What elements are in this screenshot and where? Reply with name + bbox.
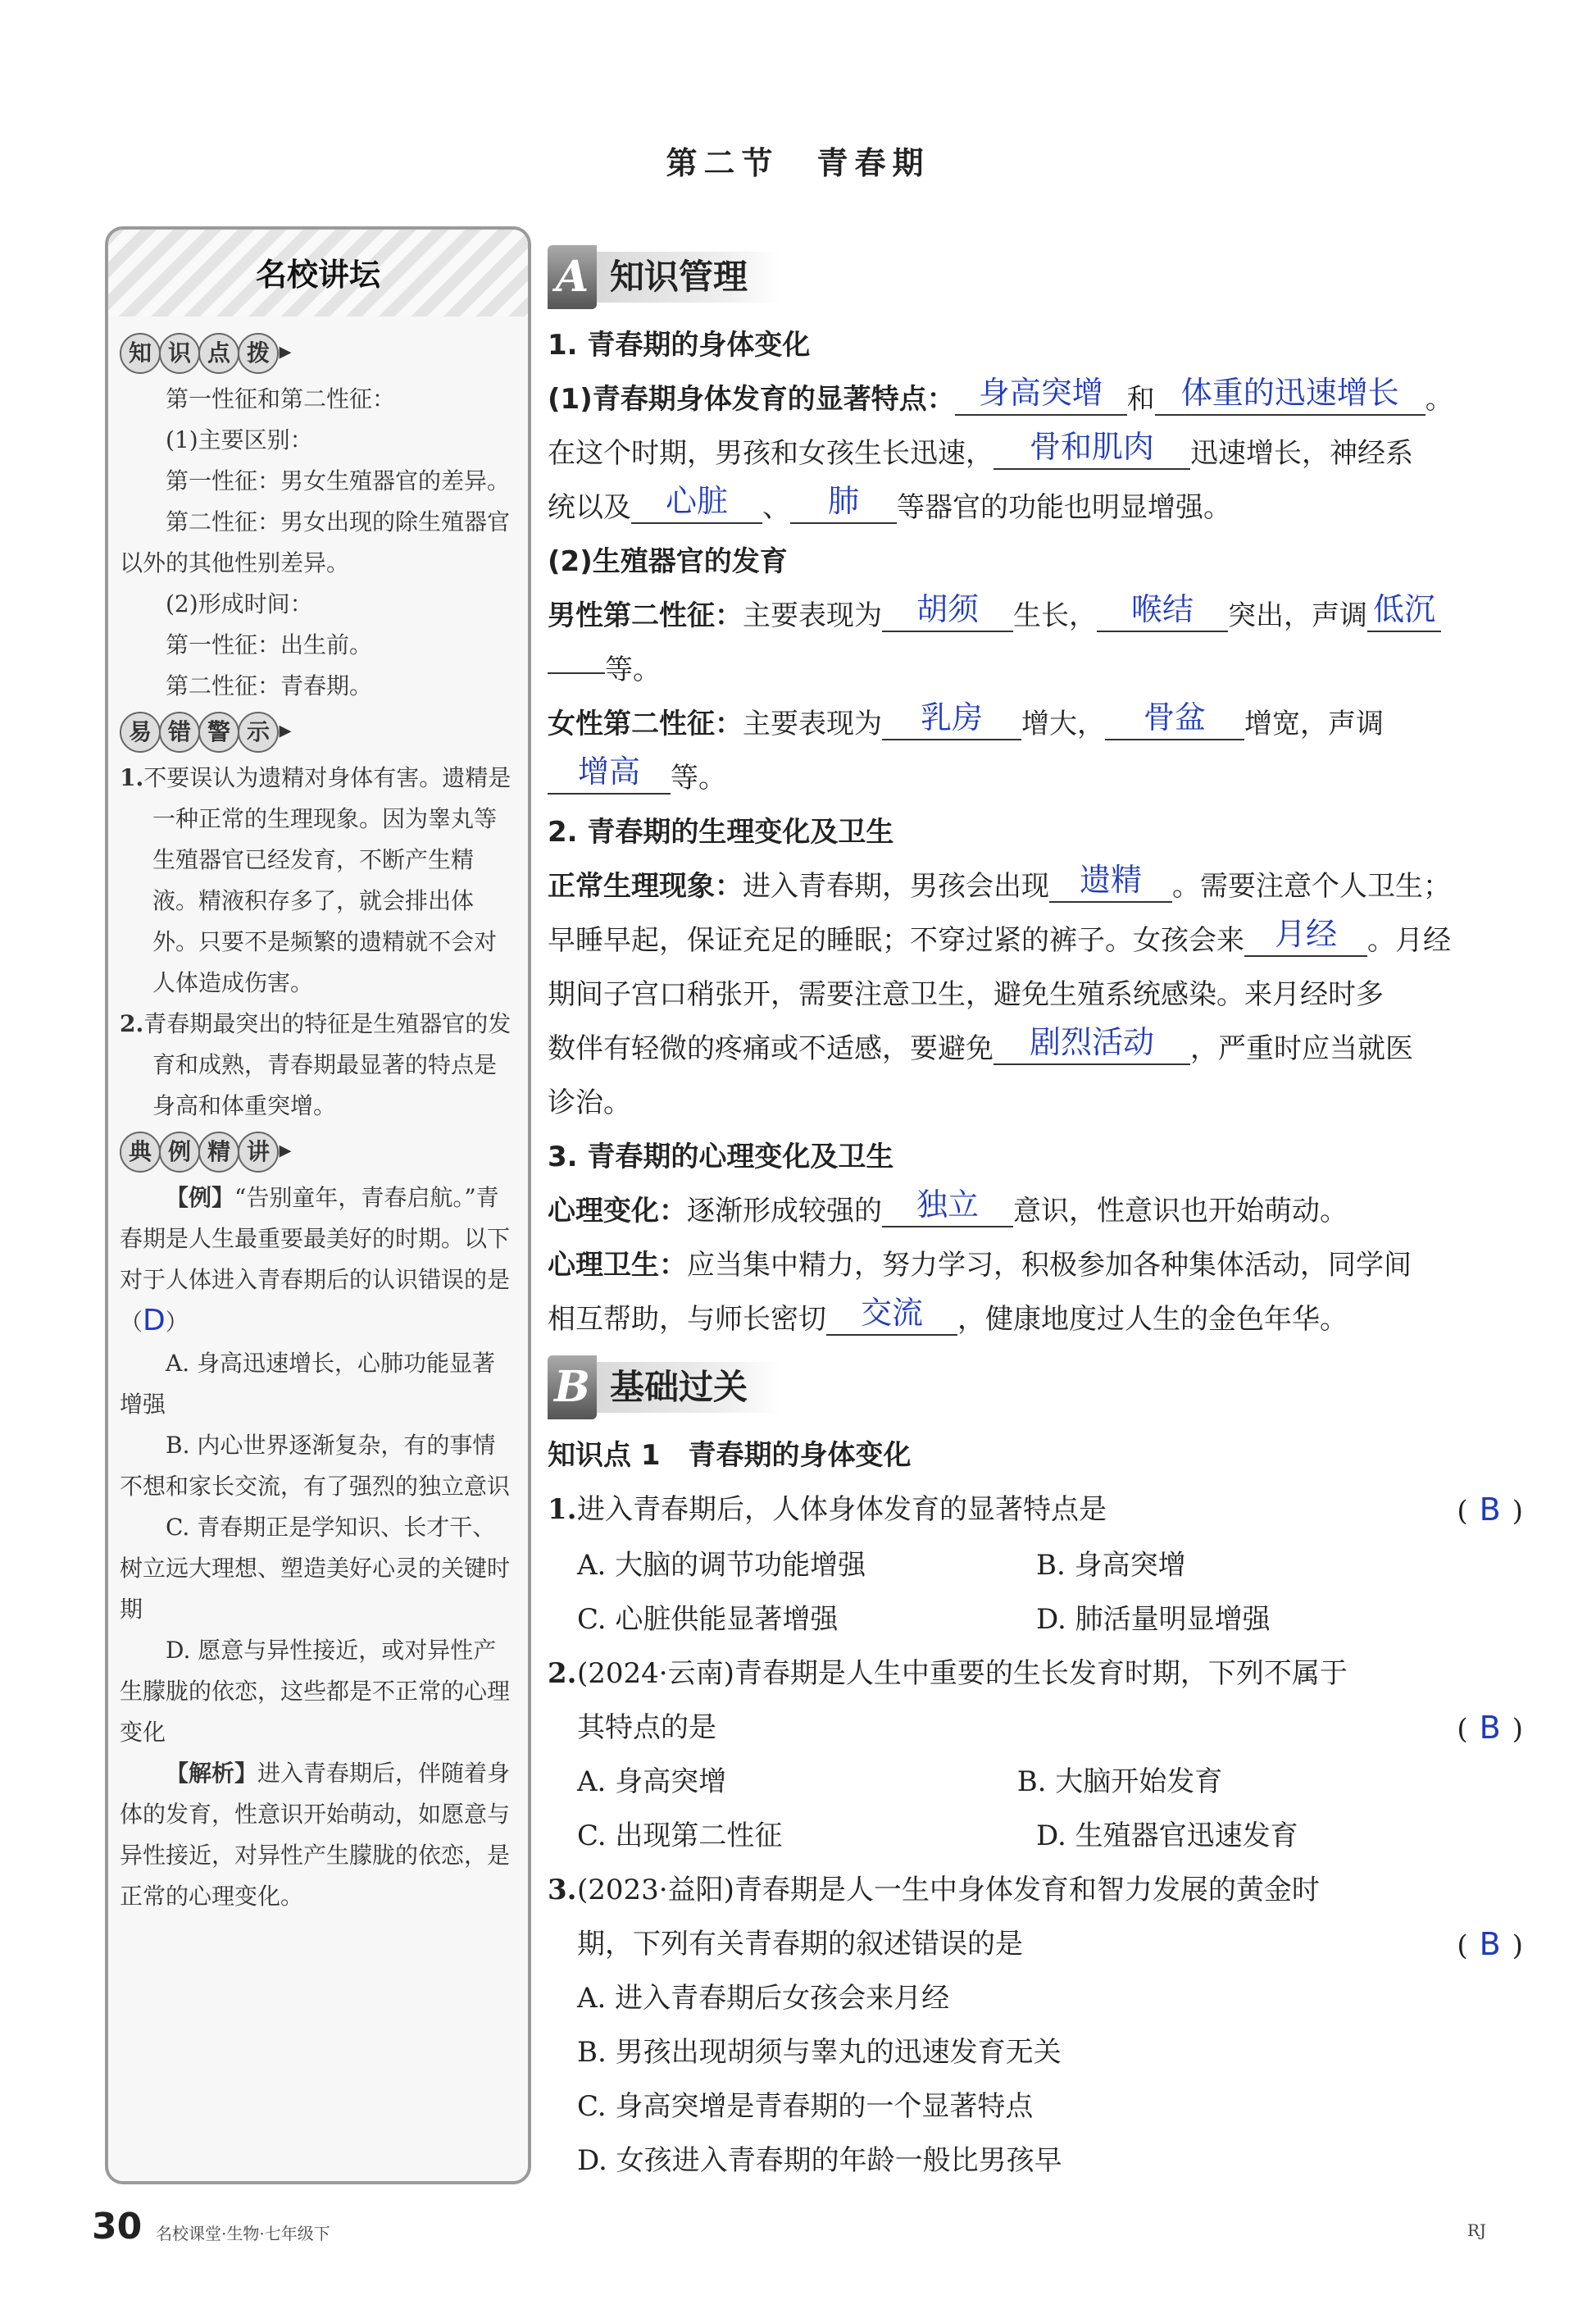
fill-line (548, 697, 1523, 751)
question-number: 3. (548, 1874, 577, 1906)
tag-char: 精 (198, 1132, 239, 1173)
answer-paren (1457, 1917, 1523, 1973)
answer-blank: 身高突增 (955, 371, 1127, 416)
example-option: D. 愿意与异性接近，或对异性产生朦胧的依恋，这些都是不正常的心理变化 (120, 1637, 511, 1746)
answer-choice: B (1479, 1710, 1501, 1746)
paren: ( (1457, 1495, 1468, 1528)
sidebar-title: 名校讲坛 (255, 257, 380, 293)
text: 突出，声调 (1228, 599, 1367, 632)
analysis-text: 进入青春期后，伴随着身体的发育，性意识开始萌动，如愿意与异性接近，对异性产生朦胧的依恋，是正常的心理变化。 (120, 1760, 511, 1910)
warning-text: 不要误认为遗精对身体有害。遗精是一种正常的生理现象。因为睾丸等生殖器官已经发育，不断产生精液。精液积存多了，就会排出体外。只要不是频繁的遗精就不会对人体造成伤害。 (143, 764, 512, 996)
answer-blank: 骨和肌肉 (994, 426, 1190, 470)
tag-char: 示 (238, 712, 279, 753)
label: 男性第二性征： (548, 599, 743, 632)
tip-line: (2)形成时间： (166, 590, 313, 617)
answer-blank: 肺 (790, 480, 897, 524)
blank-continuation (548, 672, 605, 674)
book-title: 名校课堂·生物·七年级下 (156, 2224, 330, 2243)
text: 生长， (1013, 599, 1097, 632)
chevron-right-icon: ▸ (279, 716, 292, 745)
fill-line (548, 372, 1523, 426)
example-option: B. 内心世界逐渐复杂，有的事情不想和家长交流，有了强烈的独立意识 (120, 1432, 511, 1500)
option: A. 进入青春期后女孩会来月经 (577, 1982, 950, 2015)
answer-blank: 胡须 (882, 588, 1013, 632)
answer-blank: 遗精 (1049, 858, 1172, 903)
analysis-label: 【解析】 (166, 1760, 258, 1787)
answer-blank: 骨盆 (1105, 696, 1244, 740)
chevron-right-icon: ▸ (279, 1136, 292, 1164)
subheading: 2. 青春期的生理变化及卫生 (548, 816, 894, 849)
knowledge-point: 知识点 1 青春期的身体变化 (548, 1439, 912, 1472)
fill-line (548, 751, 1523, 805)
tag-char: 知 (120, 333, 161, 374)
answer-paren (1457, 1701, 1523, 1756)
stem-text: (2024·云南)青春期是人生中重要的生长发育时期，下列不属于 (577, 1657, 1348, 1690)
text: 数伴有轻微的疼痛或不适感，要避免 (548, 1032, 994, 1065)
answer-blank: 乳房 (882, 696, 1021, 740)
warning-item (120, 1004, 518, 1127)
tip-line: (1)主要区别： (166, 426, 313, 453)
answer-blank: 月经 (1244, 913, 1367, 957)
fill-line (548, 1292, 1523, 1346)
label: 女性第二性征： (548, 708, 743, 740)
warning-text: 青春期最突出的特征是生殖器官的发育和成熟，青春期最显著的特点是身高和体重突增。 (143, 1010, 512, 1119)
example-text: “告别童年，青春启航。”青春期是人生最重要最美好的时期。以下对于人体进入青春期后的认识错误的是 (120, 1184, 511, 1293)
question-number: 1. (548, 1493, 577, 1526)
question-3 (548, 1863, 1523, 1917)
answer-blank: 喉结 (1097, 588, 1228, 632)
section-b-header (548, 1350, 1523, 1425)
fill-line (548, 1238, 1523, 1292)
section-a-header (548, 239, 1523, 315)
tag-char: 点 (198, 333, 239, 374)
question-stem-cont (548, 1917, 1523, 1971)
answer-blank: 增高 (548, 750, 671, 795)
sidebar-panel (105, 226, 531, 2184)
chevron-right-icon: ▸ (279, 337, 292, 366)
option: B. 身高突增 (1036, 1549, 1186, 1582)
paren: ) (1512, 1713, 1523, 1746)
section-a-letter: A (548, 245, 597, 309)
tag-knowledge-tips (120, 333, 292, 374)
options-row (548, 1538, 1523, 1592)
text: 应当集中精力，努力学习，积极参加各种集体活动，同学间 (687, 1249, 1412, 1282)
text: 。需要注意个人卫生； (1172, 870, 1451, 903)
paren: ) (1512, 1495, 1523, 1528)
answer-blank: 低沉 (1367, 588, 1441, 632)
tag-char: 典 (120, 1132, 161, 1173)
tag-example (120, 1132, 292, 1173)
tag-char: 讲 (238, 1132, 279, 1173)
answer-choice: B (1479, 1492, 1501, 1528)
label: 心理变化： (548, 1195, 687, 1227)
text: 在这个时期，男孩和女孩生长迅速， (548, 437, 994, 470)
fill-line (548, 426, 1523, 480)
answer-blank: 独立 (882, 1183, 1013, 1227)
stem-text: 期，下列有关青春期的叙述错误的是 (577, 1928, 1023, 1961)
tag-char: 识 (159, 333, 200, 374)
example-label: 【例】 (166, 1184, 235, 1211)
answer-choice: B (1479, 1926, 1501, 1962)
tip-line: 第一性征：出生前。 (166, 631, 373, 658)
text: 和 (1126, 383, 1155, 416)
label: 心理卫生： (548, 1249, 687, 1282)
warning-item (120, 758, 518, 1004)
option: C. 心脏供能显著增强 (577, 1603, 839, 1636)
tip-line: 第二性征：男女出现的除生殖器官以外的其他性别差异。 (120, 508, 511, 576)
label: 正常生理现象： (548, 870, 743, 903)
stem-text: 进入青春期后，人体身体发育的显著特点是 (577, 1493, 1107, 1526)
question-1 (548, 1482, 1523, 1538)
question-2 (548, 1646, 1523, 1701)
tip-line: 第一性征和第二性征： (166, 385, 396, 412)
question-number: 2. (548, 1657, 577, 1690)
tag-common-errors (120, 712, 292, 753)
paren: ( (1457, 1713, 1468, 1746)
example-option: A. 身高迅速增长，心肺功能显著增强 (120, 1350, 496, 1418)
tag-char: 警 (198, 712, 239, 753)
text: 早睡早起，保证充足的睡眠；不穿过紧的裤子。女孩会来 (548, 924, 1244, 957)
text: 逐渐形成较强的 (687, 1195, 882, 1227)
text: 等。 (671, 762, 726, 795)
answer-blank: 心脏 (631, 480, 762, 524)
text: 。月经 (1367, 924, 1451, 957)
options-row (548, 1592, 1523, 1646)
stem-text: 其特点的是 (577, 1711, 716, 1744)
text: 。 (1425, 383, 1453, 416)
text: ，健康地度过人生的金色年华。 (957, 1303, 1348, 1336)
fill-line (548, 1022, 1523, 1076)
text: 、 (762, 491, 790, 524)
warning-number: 2. (120, 1010, 144, 1037)
sidebar-content (120, 328, 518, 1917)
text-line: 期间子宫口稍张开，需要注意卫生，避免生殖系统感染。来月经时多 (548, 978, 1384, 1011)
analysis (120, 1753, 518, 1917)
option: A. 大脑的调节功能增强 (577, 1549, 866, 1582)
tip-line: 第二性征：青春期。 (166, 672, 373, 699)
page-title: 第二节 青春期 (666, 144, 930, 181)
answer-blank: 剧烈活动 (994, 1021, 1190, 1065)
section-b-letter: B (548, 1355, 597, 1419)
stem-text: (2023·益阳)青春期是人一生中身体发育和智力发展的黄金时 (577, 1874, 1320, 1906)
option: A. 身高突增 (577, 1765, 727, 1798)
text: 迅速增长，神经系 (1190, 437, 1413, 470)
text: 增宽，声调 (1244, 708, 1384, 740)
subheading: 3. 青春期的心理变化及卫生 (548, 1141, 894, 1173)
options-row (548, 1755, 1457, 1809)
option: D. 女孩进入青春期的年龄一般比男孩早 (577, 2144, 1062, 2177)
text: 主要表现为 (743, 599, 882, 632)
example-answer: D (143, 1304, 166, 1337)
fill-line (548, 1184, 1523, 1238)
option: D. 生殖器官迅速发育 (1036, 1819, 1298, 1852)
text: 主要表现为 (743, 708, 882, 740)
fill-line (548, 589, 1523, 643)
text: ，严重时应当就医 (1190, 1032, 1413, 1065)
text: 进入青春期，男孩会出现 (743, 870, 1049, 903)
tag-char: 拨 (238, 333, 279, 374)
text: 等。 (605, 654, 661, 686)
edition-mark: RJ (1467, 2220, 1487, 2240)
page-number: 30 (92, 2206, 143, 2248)
fill-line (548, 913, 1523, 968)
fill-line (548, 480, 1523, 535)
tag-char: 错 (159, 712, 200, 753)
text-line: 诊治。 (548, 1086, 631, 1119)
tag-char: 易 (120, 712, 161, 753)
options-row (548, 1809, 1523, 1863)
text: 统以及 (548, 491, 631, 524)
answer-paren (1457, 1482, 1523, 1538)
question-stem (577, 1482, 1523, 1538)
question-stem-cont (548, 1701, 1523, 1755)
subheading: 1. 青春期的身体变化 (548, 329, 811, 362)
tip-line: 第一性征：男女生殖器官的差异。 (166, 467, 511, 494)
paren: ( (1457, 1929, 1468, 1962)
tag-char: 例 (159, 1132, 200, 1173)
option: C. 身高突增是青春期的一个显著特点 (577, 2090, 1034, 2123)
option: B. 男孩出现胡须与睾丸的迅速发育无关 (577, 2036, 1062, 2069)
text: 意识，性意识也开始萌动。 (1013, 1195, 1348, 1227)
answer-blank: 交流 (826, 1291, 957, 1336)
example-option: C. 青春期正是学知识、长才干、树立远大理想、塑造美好心灵的关键时期 (120, 1514, 511, 1623)
main-content (548, 236, 1523, 2188)
label: (1)青春期身体发育的显著特点： (548, 383, 955, 416)
option: C. 出现第二性征 (577, 1819, 783, 1852)
example-stem: 【例】“告别童年，青春启航。”青春期是人生最重要最美好的时期。以下对于人体进入青春期后的认识错误的是（D） (120, 1184, 511, 1337)
section-a-title: 知识管理 (597, 252, 780, 303)
option: D. 肺活量明显增强 (1036, 1603, 1271, 1636)
fill-line (548, 643, 1523, 697)
text: 等器官的功能也明显增强。 (897, 491, 1231, 524)
paren: ) (1512, 1929, 1523, 1962)
option: B. 大脑开始发育 (1016, 1765, 1223, 1798)
subheading: (2)生殖器官的发育 (548, 545, 788, 578)
text: 增大， (1021, 708, 1105, 740)
answer-blank: 体重的迅速增长 (1155, 371, 1425, 416)
warning-number: 1. (120, 764, 144, 791)
section-b-title: 基础过关 (597, 1362, 780, 1413)
fill-line (548, 859, 1523, 913)
text: 相互帮助，与师长密切 (548, 1303, 826, 1336)
